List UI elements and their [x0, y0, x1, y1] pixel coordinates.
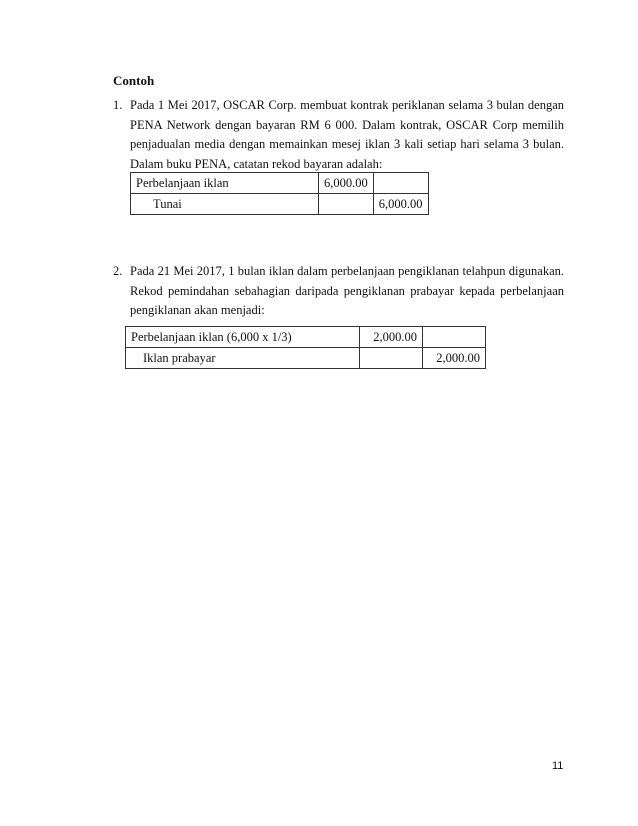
journal-entry-table-1 — [130, 172, 429, 215]
example-2-line-2: Rekod pemindahan sebahagian daripada pengiklanan prabayar kepada perbelanjaan — [130, 283, 564, 298]
example-2-line-1: Pada 21 Mei 2017, 1 bulan iklan dalam perbelanjaan pengiklanan telahpun digunakan. — [130, 264, 564, 278]
example-1-line-1: Pada 1 Mei 2017, OSCAR Corp. membuat kontrak periklanan selama 3 bulan dengan — [130, 98, 564, 112]
credit-cell: 2,000.00 — [423, 348, 486, 369]
journal-row-debit — [131, 173, 429, 194]
example-1-number: 1. — [113, 98, 123, 112]
journal-row-credit — [126, 348, 486, 369]
example-2-number: 2. — [113, 264, 123, 278]
account-cell: Tunai — [131, 194, 319, 215]
example-2-paragraph — [130, 262, 564, 321]
example-1 — [113, 96, 564, 174]
journal-entry-table-2 — [125, 326, 486, 369]
debit-cell: 6,000.00 — [319, 173, 374, 194]
account-cell: Iklan prabayar — [126, 348, 360, 369]
credit-cell: 6,000.00 — [373, 194, 428, 215]
example-2-line-3: pengiklanan akan menjadi: — [130, 303, 265, 317]
example-1-paragraph — [130, 96, 564, 174]
account-cell: Perbelanjaan iklan — [131, 173, 319, 194]
example-1-line-2: PENA Network dengan bayaran RM 6 000. Dalam kontrak, OSCAR Corp memilih — [130, 117, 564, 132]
account-cell: Perbelanjaan iklan (6,000 x 1/3) — [126, 327, 360, 348]
credit-cell — [423, 327, 486, 348]
example-1-line-3: penjadualan media dengan memainkan mesej iklan 3 kali setiap hari selama 3 bulan. — [130, 137, 564, 151]
section-heading: Contoh — [113, 73, 155, 88]
debit-cell — [319, 194, 374, 215]
page-number: 11 — [552, 760, 564, 772]
debit-cell — [360, 348, 423, 369]
debit-cell: 2,000.00 — [360, 327, 423, 348]
journal-row-credit — [131, 194, 429, 215]
credit-cell — [373, 173, 428, 194]
journal-row-debit — [126, 327, 486, 348]
example-1-line-4: Dalam buku PENA, catatan rekod bayaran adalah: — [130, 156, 383, 171]
example-2 — [113, 262, 564, 321]
